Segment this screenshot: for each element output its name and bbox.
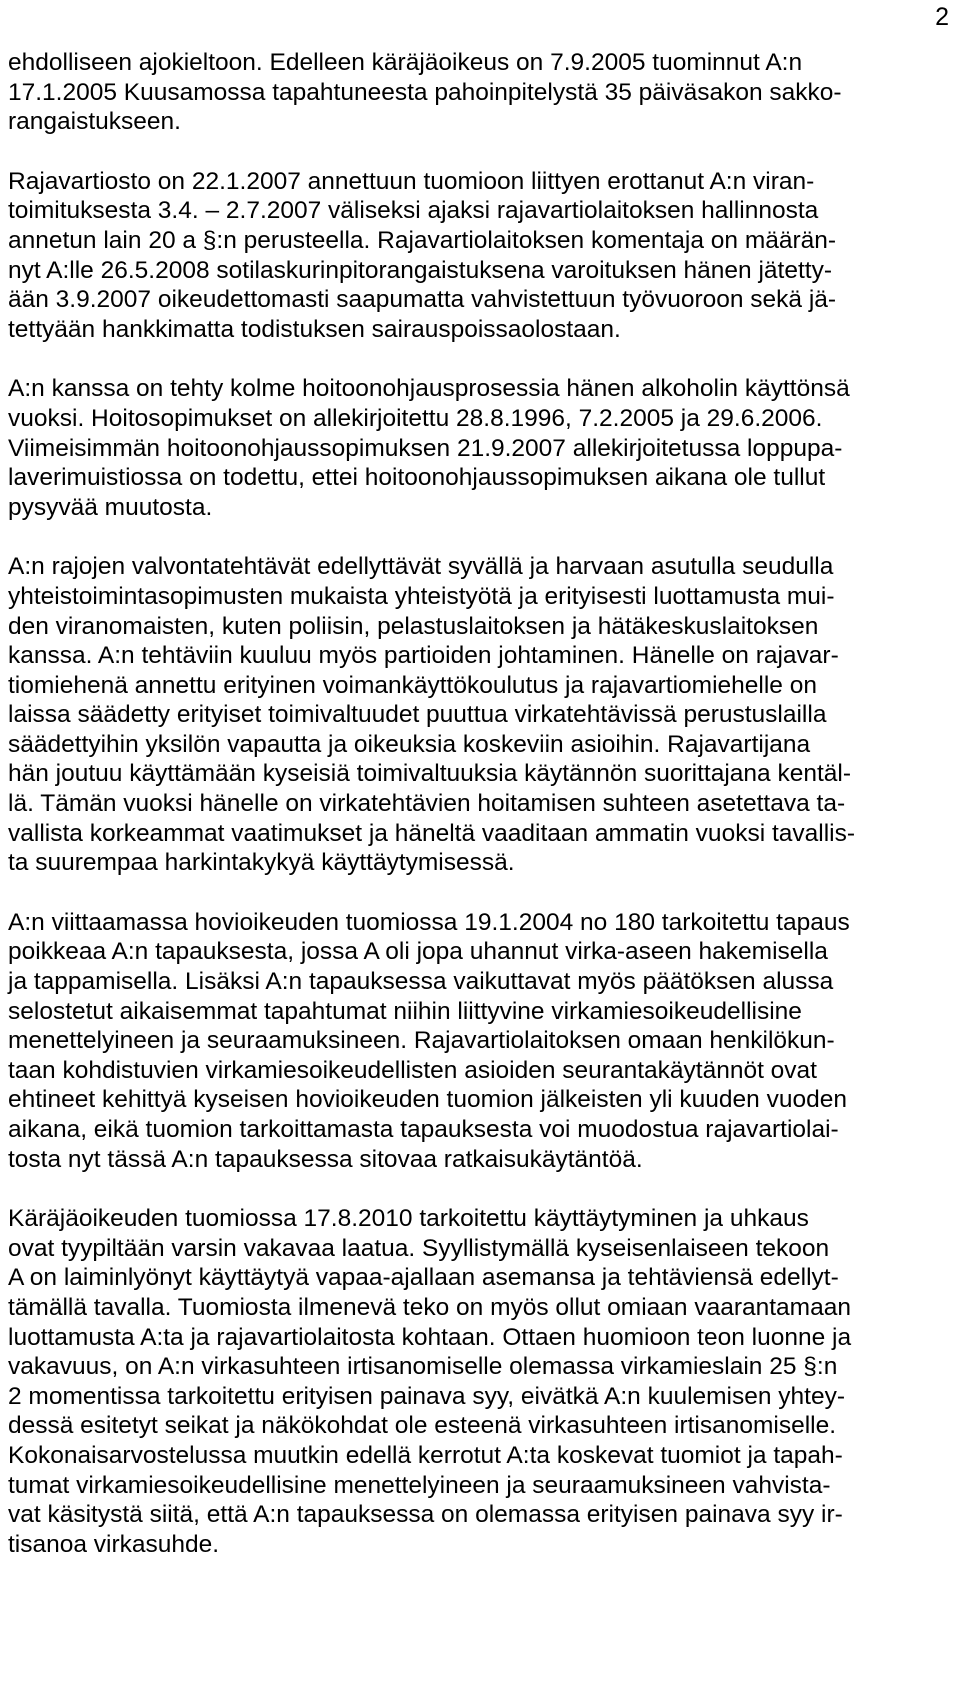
- text-line: tosta nyt tässä A:n tapauksessa sitovaa ratkaisukäytäntöä.: [8, 1145, 643, 1173]
- text-line: laverimuistiossa on todettu, ettei hoitoonohjaussopimuksen aikana ole tullut: [8, 464, 826, 492]
- paragraph-3: [8, 374, 958, 522]
- text-line: ään 3.9.2007 oikeudettomasti saapumatta vahvistettuun työvuoroon sekä jä-: [8, 286, 837, 314]
- paragraph-2: [8, 167, 958, 345]
- text-line: vat käsitystä siitä, että A:n tapauksessa on olemassa erityisen painava syy ir-: [8, 1501, 843, 1529]
- text-line: tämällä tavalla. Tuomiosta ilmenevä teko on myös ollut omiaan vaarantamaan: [8, 1293, 851, 1321]
- document-body: [8, 48, 958, 1589]
- text-line: ehtineet kehittyä kyseisen hovioikeuden tuomion jälkeisten yli kuuden vuoden: [8, 1086, 847, 1114]
- text-line: ehdolliseen ajokieltoon. Edelleen käräjäoikeus on 7.9.2005 tuominnut A:n: [8, 49, 803, 76]
- text-line: säädettyihin yksilön vapautta ja oikeuksia koskeviin asioihin. Rajavartijana: [8, 730, 811, 758]
- text-line: ta suurempaa harkintakykyä käyttäytymisessä.: [8, 849, 515, 877]
- text-line: menettelyineen ja seuraamuksineen. Rajavartiolaitoksen omaan henkilökun-: [8, 1027, 835, 1055]
- paragraph-1: [8, 48, 958, 137]
- text-line: aikana, eikä tuomion tarkoittamasta tapauksesta voi muodostua rajavartiolai-: [8, 1116, 839, 1143]
- text-line: selostetut aikaisemmat tapahtumat niihin liittyvine virkamiesoikeudellisine: [8, 997, 802, 1025]
- text-line: Viimeisimmän hoitoonohjaussopimuksen 21.9.2007 allekirjoitetussa loppupa-: [8, 434, 843, 462]
- text-line: vallista korkeammat vaatimukset ja häneltä vaaditaan ammatin vuoksi tavallis-: [8, 819, 855, 847]
- text-line: A on laiminlyönyt käyttäytyä vapaa-ajallaan asemansa ja tehtäviensä edellyt-: [8, 1264, 839, 1292]
- text-line: tumat virkamiesoikeudellisine menettelyineen ja seuraamuksineen vahvista-: [8, 1471, 831, 1499]
- page-number: 2: [935, 3, 949, 31]
- text-line: taan kohdistuvien virkamiesoikeudellisten asioiden seurantakäytännöt ovat: [8, 1056, 817, 1084]
- text-line: Kokonaisarvostelussa muutkin edellä kerrotut A:ta koskevat tuomiot ja tapah-: [8, 1441, 843, 1469]
- text-line: nyt A:lle 26.5.2008 sotilaskurinpitorangaistuksena varoituksen hänen jätetty-: [8, 256, 832, 284]
- text-line: luottamusta A:ta ja rajavartiolaitosta kohtaan. Ottaen huomioon teon luonne ja: [8, 1323, 852, 1351]
- text-line: laissa säädetty erityiset toimivaltuudet puuttua virkatehtävissä perustuslailla: [8, 701, 827, 729]
- text-line: poikkeaa A:n tapauksesta, jossa A oli jopa uhannut virka-aseen hakemisella: [8, 938, 828, 966]
- text-line: vuoksi. Hoitosopimukset on allekirjoitettu 28.8.1996, 7.2.2005 ja 29.6.2006.: [8, 404, 823, 432]
- text-line: annetun lain 20 a §:n perusteella. Rajavartiolaitoksen komentaja on määrän-: [8, 226, 837, 254]
- text-line: tisanoa virkasuhde.: [8, 1530, 220, 1558]
- text-line: kanssa. A:n tehtäviin kuuluu myös partioiden johtaminen. Hänelle on rajavar-: [8, 642, 839, 670]
- text-line: A:n rajojen valvontatehtävät edellyttävät syvällä ja harvaan asutulla seudulla: [8, 553, 834, 581]
- text-line: tiomiehenä annettu erityinen voimankäyttökoulutus ja rajavartiomiehelle on: [8, 671, 817, 699]
- text-line: Rajavartiosto on 22.1.2007 annettuun tuomioon liittyen erottanut A:n viran-: [8, 167, 815, 195]
- text-line: vakavuus, on A:n virkasuhteen irtisanomiselle olemassa virkamieslain 25 §:n: [8, 1353, 838, 1381]
- paragraph-4: [8, 552, 958, 878]
- text-line: A:n kanssa on tehty kolme hoitoonohjausprosessia hänen alkoholin käyttönsä: [8, 375, 850, 403]
- text-line: 17.1.2005 Kuusamossa tapahtuneesta pahoinpitelystä 35 päiväsakon sakko-: [8, 78, 842, 106]
- text-line: yhteistoimintasopimusten mukaista yhteistyötä ja erityisesti luottamusta mui-: [8, 582, 835, 610]
- text-line: pysyvää muutosta.: [8, 493, 213, 521]
- text-line: ovat tyypiltään varsin vakavaa laatua. Syyllistymällä kyseisenlaiseen tekoon: [8, 1234, 830, 1262]
- text-line: dessä esitetyt seikat ja näkökohdat ole esteenä virkasuhteen irtisanomiselle.: [8, 1412, 837, 1440]
- paragraph-5: [8, 908, 958, 1174]
- text-line: den viranomaisten, kuten poliisin, pelastuslaitoksen ja hätäkeskuslaitoksen: [8, 612, 819, 640]
- paragraph-6: [8, 1204, 958, 1559]
- text-line: rangaistukseen.: [8, 108, 181, 136]
- text-line: ja tappamisella. Lisäksi A:n tapauksessa vaikuttavat myös päätöksen alussa: [8, 968, 834, 996]
- text-line: hän joutuu käyttämään kyseisiä toimivaltuuksia käytännön suorittajana kentäl-: [8, 760, 852, 788]
- text-line: Käräjäoikeuden tuomiossa 17.8.2010 tarkoitettu käyttäytyminen ja uhkaus: [8, 1205, 809, 1233]
- text-line: tettyään hankkimatta todistuksen sairauspoissaolostaan.: [8, 315, 621, 343]
- text-line: A:n viittaamassa hovioikeuden tuomiossa 19.1.2004 no 180 tarkoitettu tapaus: [8, 908, 850, 936]
- text-line: 2 momentissa tarkoitettu erityisen painava syy, eivätkä A:n kuulemisen yhtey-: [8, 1382, 846, 1410]
- text-line: lä. Tämän vuoksi hänelle on virkatehtävien hoitamisen suhteen asetettava ta-: [8, 790, 846, 818]
- text-line: toimituksesta 3.4. – 2.7.2007 väliseksi ajaksi rajavartiolaitoksen hallinnosta: [8, 197, 819, 225]
